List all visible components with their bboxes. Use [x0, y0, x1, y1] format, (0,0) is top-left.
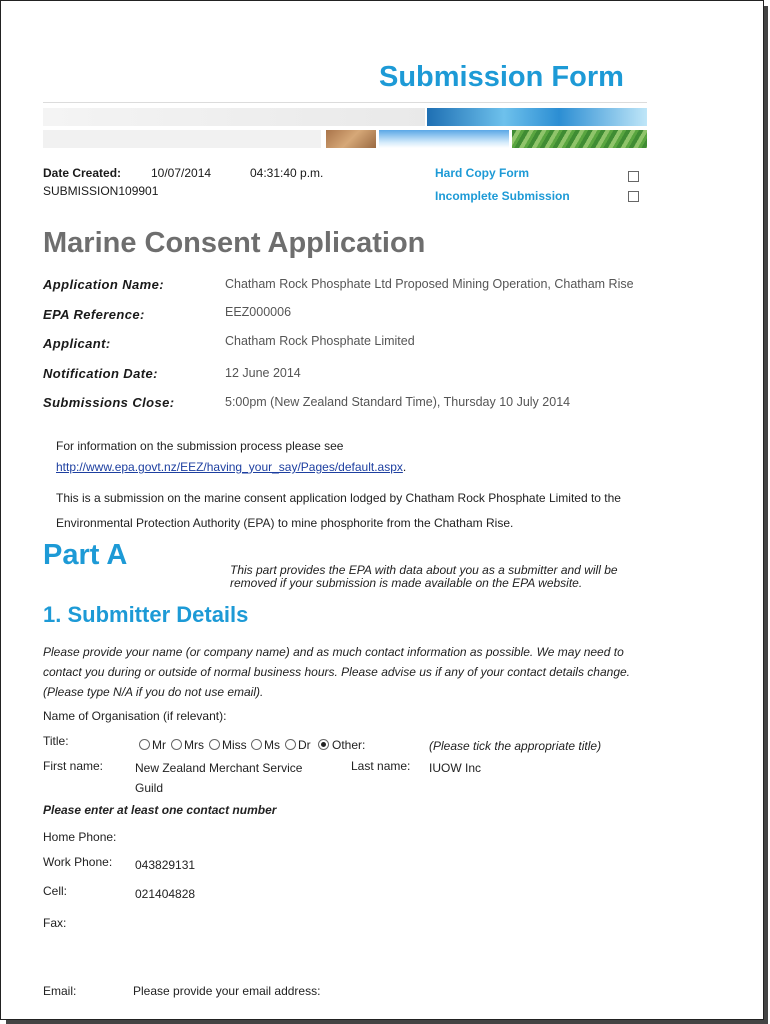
time-created-value: 04:31:40 p.m.: [250, 166, 324, 180]
notification-date-value: 12 June 2014: [225, 366, 301, 380]
email-label: Email:: [43, 984, 77, 998]
title-label: Title:: [43, 734, 69, 748]
title-option-dr: Dr: [298, 738, 311, 752]
notification-date-label: Notification Date:: [43, 366, 158, 381]
instructions-line-3: (Please type N/A if you do not use email).: [43, 685, 264, 699]
title-option-mr: Mr: [152, 738, 166, 752]
work-phone-label: Work Phone:: [43, 855, 113, 869]
application-heading: Marine Consent Application: [43, 227, 426, 259]
contact-number-note: Please enter at least one contact number: [43, 803, 277, 817]
title-radio-dr[interactable]: [285, 739, 296, 750]
submitter-details-heading: 1. Submitter Details: [43, 602, 249, 627]
first-name-value-line-2[interactable]: Guild: [135, 781, 164, 795]
banner-strip-blank-2: [43, 130, 321, 148]
submission-id: SUBMISSION109901: [43, 184, 159, 198]
applicant-value: Chatham Rock Phosphate Limited: [225, 334, 415, 348]
epa-process-link[interactable]: http://www.epa.govt.nz/EEZ/having_your_say/Pages/default.aspx: [56, 460, 403, 474]
application-name-value: Chatham Rock Phosphate Ltd Proposed Mining Operation, Chatham Rise: [225, 277, 634, 291]
incomplete-submission-checkbox[interactable]: [628, 191, 639, 202]
date-created-value: 10/07/2014: [151, 166, 212, 180]
last-name-value[interactable]: IUOW Inc: [429, 761, 482, 775]
title-option-ms: Ms: [264, 738, 280, 752]
fax-label: Fax:: [43, 916, 67, 930]
title-option-miss: Miss: [222, 738, 247, 752]
application-name-label: Application Name:: [43, 277, 164, 292]
epa-reference-label: EPA Reference:: [43, 307, 145, 322]
part-a-heading: Part A: [43, 539, 128, 571]
first-name-label: First name:: [43, 759, 104, 773]
hard-copy-label: Hard Copy Form: [435, 166, 530, 180]
hard-copy-checkbox[interactable]: [628, 171, 639, 182]
organisation-label: Name of Organisation (if relevant):: [43, 709, 227, 723]
title-radio-ms[interactable]: [251, 739, 262, 750]
part-a-note: This part provides the EPA with data about you as a submitter and will be removed if your submission is made available on the EPA website.: [230, 563, 618, 590]
last-name-label: Last name:: [351, 759, 411, 773]
email-prompt: Please provide your email address:: [133, 984, 321, 998]
first-name-value-line-1[interactable]: New Zealand Merchant Service: [135, 761, 303, 775]
info-text: For information on the submission process please see: [56, 439, 344, 453]
cell-value[interactable]: 021404828: [135, 887, 196, 901]
work-phone-value[interactable]: 043829131: [135, 858, 196, 872]
submissions-close-label: Submissions Close:: [43, 395, 175, 410]
banner-image-sky: [379, 130, 509, 148]
banner-image-sand: [326, 130, 376, 148]
instructions-line-1: Please provide your name (or company name) and as much contact information as possible. We may need to: [43, 645, 624, 659]
header-rule: [43, 102, 647, 103]
submission-description-line-2: Environmental Protection Authority (EPA) to mine phosphorite from the Chatham Rise.: [56, 516, 514, 530]
home-phone-label: Home Phone:: [43, 830, 117, 844]
title-option-mrs: Mrs: [184, 738, 204, 752]
instructions-line-2: contact you during or outside of normal business hours. Please advise us if any of your contact details change.: [43, 665, 631, 679]
title-option-other: Other:: [332, 738, 366, 752]
title-radio-mr[interactable]: [139, 739, 150, 750]
title-tick-hint: (Please tick the appropriate title): [429, 739, 602, 753]
title-radio-other[interactable]: [318, 739, 329, 750]
cell-label: Cell:: [43, 884, 68, 898]
submission-description-line-1: This is a submission on the marine consent application lodged by Chatham Rock Phosphate Limited to the: [56, 491, 621, 505]
submissions-close-value: 5:00pm (New Zealand Standard Time), Thursday 10 July 2014: [225, 395, 571, 409]
epa-reference-value: EEZ000006: [225, 305, 292, 319]
form-title: Submission Form: [379, 61, 624, 93]
title-radio-miss[interactable]: [209, 739, 220, 750]
info-period: .: [402, 460, 407, 474]
date-created-label: Date Created:: [43, 166, 122, 180]
banner-image-water: [427, 108, 647, 126]
banner-strip-blank: [43, 108, 425, 126]
banner-image-fern: [512, 130, 647, 148]
applicant-label: Applicant:: [43, 336, 111, 351]
title-radio-mrs[interactable]: [171, 739, 182, 750]
info-link-line: [56, 460, 406, 474]
incomplete-submission-label: Incomplete Submission: [435, 189, 570, 203]
